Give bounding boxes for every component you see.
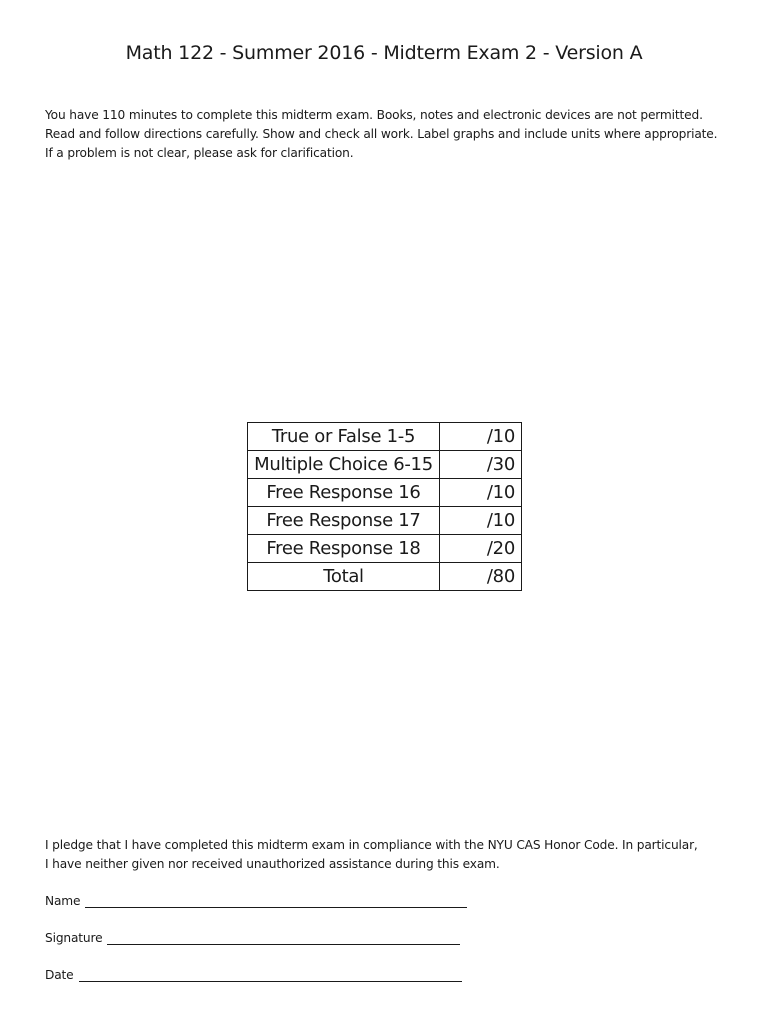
- table-row: [248, 451, 522, 479]
- score-table: [247, 422, 522, 591]
- signature-field: [45, 929, 460, 947]
- table-row: [248, 507, 522, 535]
- table-row: [248, 479, 522, 507]
- honor-pledge: [45, 836, 735, 874]
- table-row: [248, 423, 522, 451]
- name-blank-line[interactable]: [85, 893, 467, 908]
- section-cell: True or False 1-5: [248, 423, 440, 451]
- date-field: [45, 966, 462, 984]
- points-cell: /30: [440, 451, 522, 479]
- points-cell: /10: [440, 507, 522, 535]
- name-field: [45, 892, 467, 910]
- pledge-line: I have neither given nor received unauthorized assistance during this exam.: [45, 857, 500, 871]
- instructions-line: You have 110 minutes to complete this midterm exam. Books, notes and electronic devices are not permitted.: [45, 108, 703, 122]
- signature-blank-line[interactable]: [107, 930, 460, 945]
- total-label: Total: [248, 563, 440, 591]
- points-cell: /20: [440, 535, 522, 563]
- points-cell: /10: [440, 423, 522, 451]
- pledge-line: I pledge that I have completed this midterm exam in compliance with the NYU CAS Honor Code. In particular,: [45, 838, 698, 852]
- instructions: [45, 106, 735, 163]
- exam-title: Math 122 - Summer 2016 - Midterm Exam 2 - Version A: [125, 42, 643, 64]
- name-label: Name: [45, 894, 81, 908]
- total-row: [248, 563, 522, 591]
- signature-label: Signature: [45, 931, 103, 945]
- section-cell: Multiple Choice 6-15: [248, 451, 440, 479]
- date-label: Date: [45, 968, 74, 982]
- total-points: /80: [440, 563, 522, 591]
- section-cell: Free Response 16: [248, 479, 440, 507]
- section-cell: Free Response 18: [248, 535, 440, 563]
- table-row: [248, 535, 522, 563]
- points-cell: /10: [440, 479, 522, 507]
- instructions-line: If a problem is not clear, please ask for clarification.: [45, 146, 354, 160]
- instructions-line: Read and follow directions carefully. Show and check all work. Label graphs and include units where appropriate.: [45, 127, 718, 141]
- section-cell: Free Response 17: [248, 507, 440, 535]
- date-blank-line[interactable]: [79, 967, 462, 982]
